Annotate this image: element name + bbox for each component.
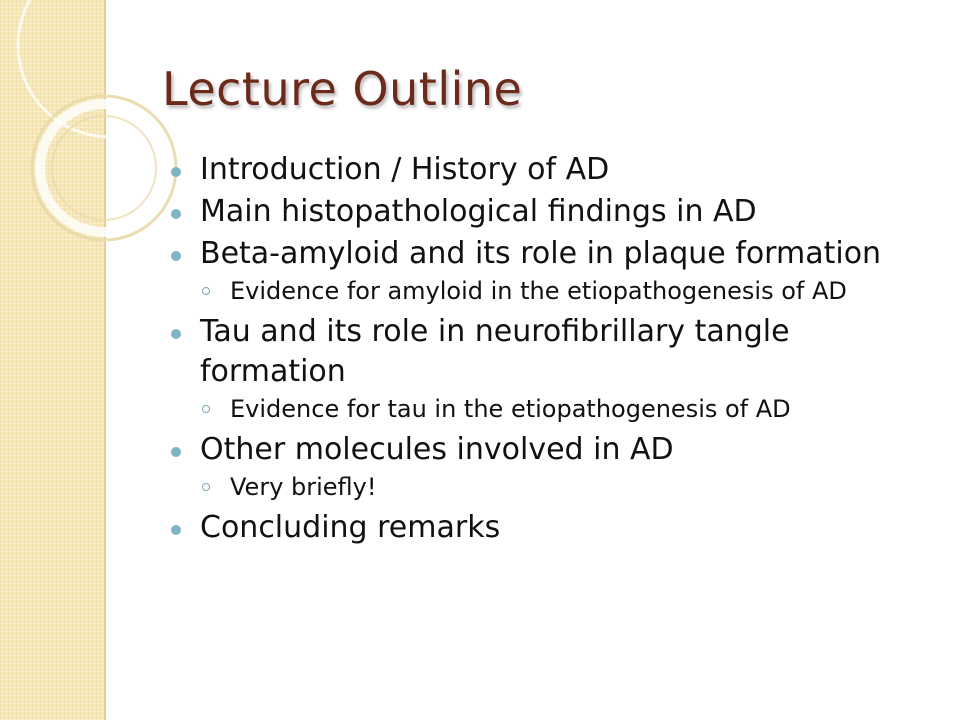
outline-item <box>170 150 940 190</box>
sub-outline-list <box>200 394 940 424</box>
bullet-icon <box>171 167 181 177</box>
sub-outline-item-text: Very briefly! <box>230 473 377 501</box>
outline-item <box>170 508 940 548</box>
ring-bullet-icon <box>202 405 210 413</box>
bullet-icon <box>171 447 181 457</box>
outline-item-text: Introduction / History of AD <box>200 152 610 187</box>
outline-item <box>170 234 940 306</box>
sub-outline-list <box>200 472 940 502</box>
sub-outline-list <box>200 276 940 306</box>
outline-list <box>170 150 940 550</box>
outline-item-text: Other molecules involved in AD <box>200 432 674 467</box>
bullet-icon <box>171 251 181 261</box>
slide-title: Lecture Outline <box>162 62 523 116</box>
sub-outline-item <box>200 472 940 502</box>
ring-bullet-icon <box>202 483 210 491</box>
outline-item-text: Main histopathological findings in AD <box>200 194 757 229</box>
sub-outline-item-text: Evidence for amyloid in the etiopathogenesis of AD <box>230 277 847 305</box>
outline-item <box>170 192 940 232</box>
ring-bullet-icon <box>202 287 210 295</box>
sub-outline-item-text: Evidence for tau in the etiopathogenesis of AD <box>230 395 791 423</box>
outline-item <box>170 430 940 502</box>
outline-item-text: Tau and its role in neurofibrillary tangle formation <box>200 314 790 389</box>
outline-item <box>170 312 940 424</box>
outline-item-text: Concluding remarks <box>200 510 501 545</box>
bullet-icon <box>171 209 181 219</box>
bullet-icon <box>171 525 181 535</box>
sub-outline-item <box>200 394 940 424</box>
outline-item-text: Beta-amyloid and its role in plaque formation <box>200 236 882 271</box>
bullet-icon <box>171 329 181 339</box>
sub-outline-item <box>200 276 940 306</box>
